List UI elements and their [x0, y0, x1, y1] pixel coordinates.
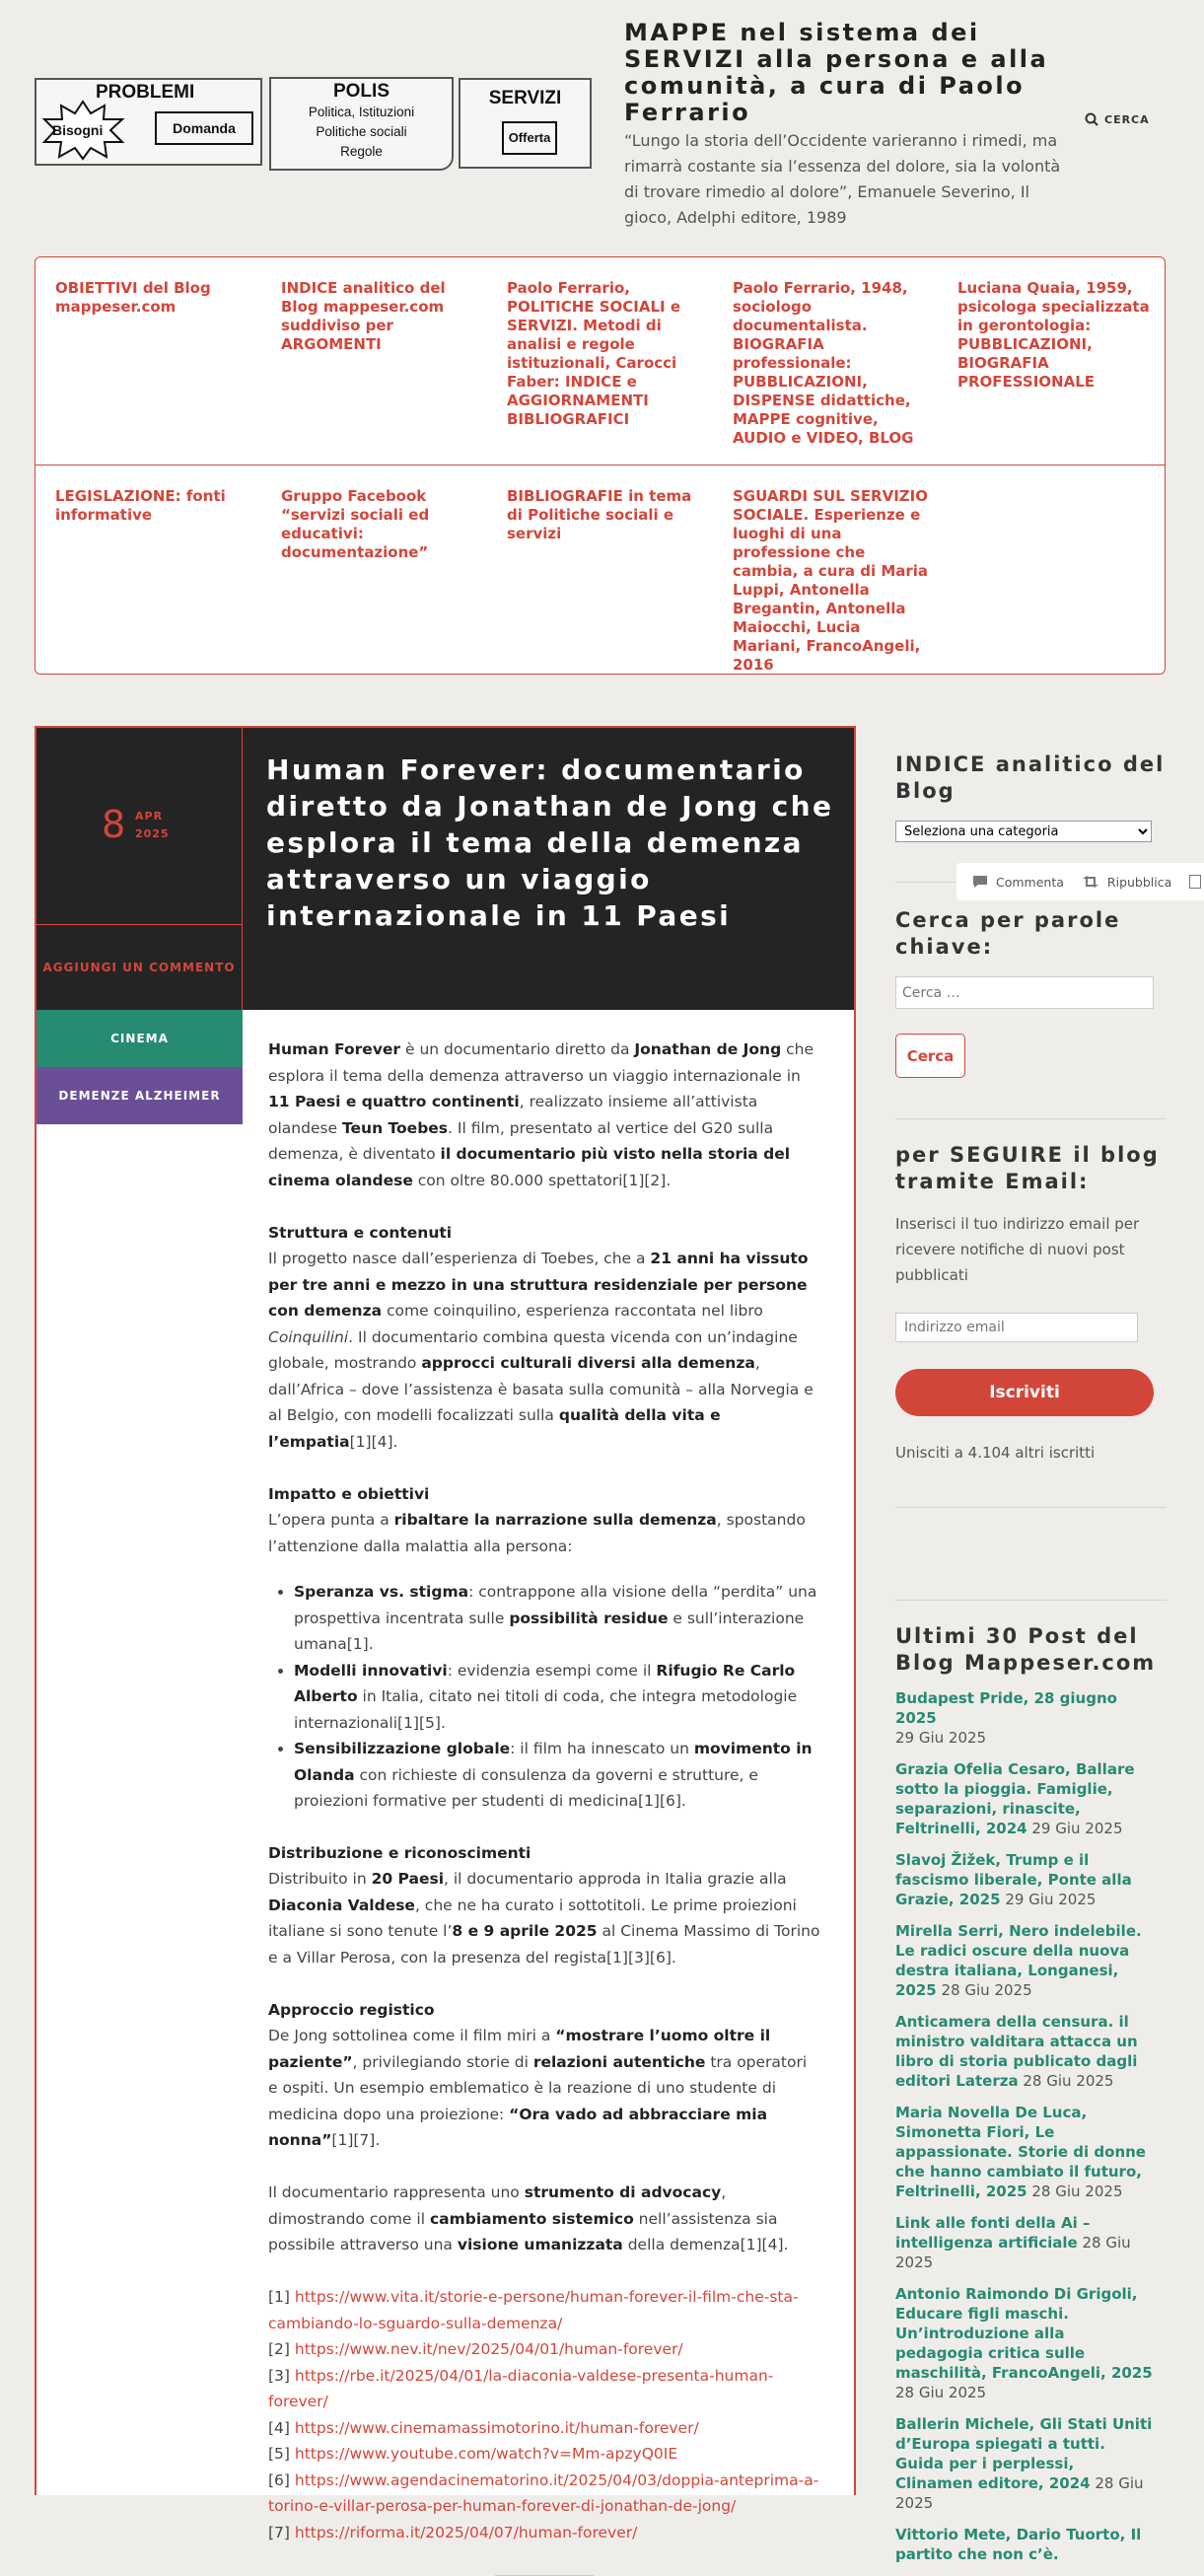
menu-item-indice[interactable]: INDICE analitico del Blog mappeser.com suddiviso per ARGOMENTI	[281, 279, 446, 353]
search-icon	[1085, 112, 1098, 126]
menu-item-politiche-sociali[interactable]: Paolo Ferrario, POLITICHE SOCIALI e SERVIZI. Metodi di analisi e regole istituzionali, Carocci Faber: INDICE e AGGIORNAMENTI BIBLIOGRAFICI	[507, 279, 681, 428]
recent-post-link[interactable]: Antonio Raimondo Di Grigoli, Educare figli maschi. Un’introduzione alla pedagogia critica sulle maschilità, FrancoAngeli, 2025	[895, 2285, 1153, 2382]
recent-post: Antonio Raimondo Di Grigoli, Educare figli maschi. Un’introduzione alla pedagogia critica sulle maschilità, FrancoAngeli, 2025 28 Giu 2025	[895, 2285, 1153, 2401]
logo-domanda-label: Domanda	[173, 120, 236, 136]
reblog-button-label: Ripubblica	[1106, 874, 1172, 890]
recent-post-link[interactable]: Grazia Ofelia Cesaro, Ballare sotto la pioggia. Famiglie, separazioni, rinascite, Feltrinelli, 2024	[895, 1760, 1135, 1837]
list-item: • Modelli innovativi: evidenzia esempi come il Rifugio Re Carlo Alberto in Italia, citato nei titoli di coda, che integra metodologie internazionali[1][5].	[294, 1658, 820, 1737]
subscriber-count: Unisciti a 4.104 altri iscritti	[895, 1444, 1096, 1462]
post-date-month: APR	[135, 810, 164, 823]
post-article	[35, 726, 856, 2541]
logo-offerta-box	[502, 121, 557, 155]
recent-post-link[interactable]: Mirella Serri, Nero indelebile. Le radici oscure della nuova destra italiana, Longanesi, 2025	[895, 1922, 1142, 1999]
menu-row	[35, 465, 1165, 676]
reference-link[interactable]: https://www.vita.it/storie-e-persone/human-forever-il-film-che-sta-cambiando-lo-sguardo-sulla-demenza/	[268, 2288, 799, 2332]
reference-link[interactable]: https://riforma.it/2025/04/07/human-forever/	[294, 2523, 638, 2541]
post-header	[36, 728, 854, 1010]
category-select[interactable]	[895, 821, 1152, 842]
section-heading: Struttura e contenuti	[268, 1223, 453, 1242]
recent-post-link[interactable]: Vittorio Mete, Dario Tuorto, Il partito che non c’è.	[895, 2526, 1142, 2563]
logo-polis-label: POLIS	[332, 81, 390, 102]
reference-link[interactable]: https://rbe.it/2025/04/01/la-diaconia-valdese-presenta-human-forever/	[268, 2366, 774, 2410]
widget-divider	[895, 1507, 1167, 1508]
reference-item: [6] https://www.agendacinematorino.it/2025/04/03/doppia-anteprima-a-torino-e-villar-perosa-per-human-forever-di-jonathan-de-jong/	[268, 2470, 819, 2515]
recent-post: Maria Novella De Luca, Simonetta Fiori, Le appassionate. Storie di donne che hanno cambiato il futuro, Feltrinelli, 2025 28 Giu 2025	[895, 2104, 1146, 2200]
section-heading: Impatto e obiettivi	[268, 1484, 430, 1503]
post-content	[268, 1037, 820, 2576]
search-toggle-label: CERCA	[1104, 112, 1150, 126]
post-meta	[36, 728, 243, 1010]
list-item: • Speranza vs. stigma: contrappone alla visione della “perdita” una prospettiva incentrata sulle possibilità residue e sull’interazione umana[1].	[294, 1579, 820, 1658]
reference-item: [3] https://rbe.it/2025/04/01/la-diaconia-valdese-presenta-human-forever/	[268, 2366, 774, 2410]
reference-link[interactable]: https://www.cinemamassimotorino.it/human-forever/	[294, 2418, 699, 2437]
list-item: • Sensibilizzazione globale: il film ha innescato un movimento in Olanda con richieste di consulenza da governi e strutture, e proiezioni formative per studenti di medicina[1][6].	[294, 1736, 820, 1815]
widget-title-search: Cerca per parole chiave:	[895, 908, 1121, 959]
recent-post-link[interactable]: Maria Novella De Luca, Simonetta Fiori, Le appassionate. Storie di donne che hanno cambiato il futuro, Feltrinelli, 2025	[895, 2104, 1146, 2200]
recent-post-link[interactable]: Ballerin Michele, Gli Stati Uniti d’Europa spiegati a tutti. Guida per i perplessi, Clinamen editore, 2024	[895, 2415, 1153, 2492]
recent-post: Ballerin Michele, Gli Stati Uniti d’Europa spiegati a tutti. Guida per i perplessi, Clinamen editore, 2024 28 Giu 2025	[895, 2415, 1153, 2512]
paragraph: Distribuzione e riconoscimenti Distribuito in 20 Paesi, il documentario approda in Italia grazie alla Diaconia Valdese, che ne ha curato i sottotitoli. Le prime proiezioni italiane si sono tenute l’8 e 9 aprile 2025 al Cinema Massimo di Torino e a Villar Perosa, con la presenza del regista[1][3][6].	[268, 1840, 820, 1971]
post-date-day: 8	[102, 803, 126, 846]
section-heading: Distribuzione e riconoscimenti	[268, 1843, 531, 1862]
bullet-list	[294, 1579, 820, 1815]
widget-title-indice: INDICE analitico del Blog	[895, 752, 1166, 803]
menu-item-bibliografie[interactable]: BIBLIOGRAFIE in tema di Politiche sociali e servizi	[507, 487, 692, 542]
logo-servizi-label: SERVIZI	[488, 88, 562, 108]
recent-post	[895, 2525, 1154, 2564]
recent-post: Link alle fonti della Ai – intelligenza artificiale 28 Giu 2025	[895, 2214, 1131, 2271]
follow-description: Inserisci il tuo indirizzo email per ricevere notifiche di nuovi post pubblicati	[895, 1215, 1140, 1284]
reference-link[interactable]: https://www.nev.it/nev/2025/04/01/human-forever/	[294, 2340, 683, 2358]
recent-post: Mirella Serri, Nero indelebile. Le radici oscure della nuova destra italiana, Longanesi, 2025 28 Giu 2025	[895, 1922, 1142, 1999]
site-description: “Lungo la storia dell’Occidente varieranno i rimedi, ma rimarrà costante sia l’essenza del dolore, sia la volontà di trovare rimedio al dolore”, Emanuele Severino, Il gioco, Adelphi editore, 1989	[624, 131, 1061, 227]
logo-problemi-box	[35, 78, 262, 166]
menu-item-gruppo-facebook[interactable]: Gruppo Facebook “servizi sociali ed educativi: documentazione”	[281, 487, 430, 561]
widget-divider	[895, 1600, 1167, 1601]
widget-divider	[895, 1118, 1167, 1119]
reference-item: [1] https://www.vita.it/storie-e-persone/human-forever-il-film-che-sta-cambiando-lo-sguardo-sulla-demenza/	[268, 2288, 799, 2332]
widget-title-recent-posts: Ultimi 30 Post del Blog Mappeser.com	[895, 1624, 1157, 1675]
logo-polis-line3: Regole	[340, 144, 383, 159]
reference-link[interactable]: https://www.agendacinematorino.it/2025/04/03/doppia-anteprima-a-torino-e-villar-perosa-per-human-forever-di-jonathan-de-jong/	[268, 2470, 819, 2515]
recent-post-link[interactable]: Link alle fonti della Ai – intelligenza artificiale	[895, 2214, 1091, 2252]
recent-posts-list	[895, 1688, 1154, 2576]
recent-post: Grazia Ofelia Cesaro, Ballare sotto la pioggia. Famiglie, separazioni, rinascite, Feltrinelli, 2024 29 Giu 2025	[895, 1760, 1135, 1837]
action-bar	[956, 863, 1204, 900]
logo-offerta-label: Offerta	[508, 130, 551, 145]
logo-servizi-box	[459, 78, 592, 169]
menu-item-biografia-ferrario[interactable]: Paolo Ferrario, 1948, sociologo documentalista. BIOGRAFIA professionale: PUBBLICAZIONI, DISPENSE didattiche, MAPPE cognitive, AUDIO e VIDEO, BLOG	[733, 279, 914, 447]
logo-bisogni-label: Bisogni	[52, 122, 104, 138]
section-heading: Approccio registico	[268, 2000, 435, 2019]
search-toggle[interactable]	[1085, 112, 1150, 126]
category-tag-cinema[interactable]: CINEMA	[36, 1010, 243, 1067]
menu-item-legislazione[interactable]: LEGISLAZIONE: fonti informative	[55, 487, 226, 524]
post-title: Human Forever: documentario diretto da Jonathan de Jong che esplora il tema della demenza attraverso un viaggio internazionale in 11 Paesi	[266, 753, 834, 932]
email-input[interactable]	[895, 1313, 1138, 1342]
site-logo[interactable]	[35, 77, 592, 190]
reference-link[interactable]: https://www.youtube.com/watch?v=Mm-apzyQ0IE	[294, 2445, 678, 2463]
subscribe-button[interactable]: Iscriviti	[895, 1369, 1154, 1416]
recent-post: Budapest Pride, 28 giugno 2025 29 Giu 2025	[895, 1689, 1117, 1747]
category-tag-demenze-alzheimer[interactable]: DEMENZE ALZHEIMER	[36, 1067, 243, 1124]
logo-problemi-label: PROBLEMI	[96, 82, 195, 103]
paragraph: Il documentario rappresenta uno strumento di advocacy, dimostrando come il cambiamento sistemico nell’assistenza sia possibile attraverso una visione umanizzata della demenza[1][4].	[268, 2183, 789, 2254]
recent-post-link[interactable]: Slavoj Žižek, Trump e il fascismo liberale, Ponte alla Grazie, 2025	[895, 1851, 1132, 1908]
logo-polis-line1: Politica, Istituzioni	[308, 105, 415, 119]
paragraph: Approccio registico De Jong sottolinea come il film miri a “mostrare l’uomo oltre il paziente”, privilegiando storie di relazioni autentiche tra operatori e ospiti. Un esempio emblematico è la reazione di uno studente di medicina dopo una proiezione: “Ora vado ad abbracciare mia nonna”[1][7].	[268, 1997, 820, 2154]
logo-polis-line2: Politiche sociali	[316, 124, 407, 139]
paragraph: Impatto e obiettivi L’opera punta a ribaltare la narrazione sulla demenza, spostando l’attenzione dalla malattia alla persona:	[268, 1481, 820, 1560]
reference-item: [7] https://riforma.it/2025/04/07/human-forever/	[268, 2523, 638, 2541]
post-date[interactable]	[36, 728, 242, 925]
paragraph: Struttura e contenuti Il progetto nasce dall’esperienza di Toebes, che a 21 anni ha vissuto per tre anni e mezzo in una struttura residenziale per persone con demenza come coinquilino, esperienza raccontata nel libro Coinquilini. Il documentario combina questa vicenda con un’indagine globale, mostrando approcci culturali diversi alla demenza, dall’Africa – dove l’assistenza è basata sulla comunità – alla Norvegia e al Belgio, con modelli focalizzati sulla qualità della vita e l’empatia[1][4].	[268, 1220, 820, 1456]
menu-row	[35, 257, 1165, 465]
comment-icon	[972, 875, 988, 889]
search-input[interactable]	[895, 976, 1154, 1009]
recent-post: Slavoj Žižek, Trump e il fascismo liberale, Ponte alla Grazie, 2025 29 Giu 2025	[895, 1851, 1132, 1908]
comment-button[interactable]	[972, 875, 1064, 890]
site-header	[35, 18, 1169, 237]
menu-item-obiettivi[interactable]: OBIETTIVI del Blog mappeser.com	[55, 279, 211, 316]
reference-item: [4] https://www.cinemamassimotorino.it/human-forever/	[268, 2418, 699, 2437]
comment-button-label: Commenta	[996, 874, 1064, 890]
menu-item-luciana-quaia[interactable]: Luciana Quaia, 1959, psicologa specializzata in gerontologia: PUBBLICAZIONI, BIOGRAFIA PROFESSIONALE	[957, 279, 1150, 391]
reference-item: [2] https://www.nev.it/nev/2025/04/01/human-forever/	[268, 2340, 683, 2358]
references	[268, 2284, 820, 2545]
logo-domanda-box	[155, 111, 253, 145]
logo-polis-box	[269, 77, 454, 171]
widget-title-follow: per SEGUIRE il blog tramite Email:	[895, 1143, 1160, 1193]
recent-post: Anticamera della censura. il ministro valditara attacca un libro di storia publicato dagli editori Laterza 28 Giu 2025	[895, 2013, 1138, 2090]
menu-item-sguardi[interactable]: SGUARDI SUL SERVIZIO SOCIALE. Esperienze e luoghi di una professione che cambia, a cura di Maria Luppi, Antonella Bregantin, Antonella Maiocchi, Lucia Mariani, FrancoAngeli, 2016	[733, 487, 929, 674]
search-button[interactable]: Cerca	[895, 1034, 965, 1078]
recent-post-link[interactable]: Budapest Pride, 28 giugno 2025	[895, 1689, 1117, 1727]
reblog-icon	[1082, 875, 1099, 889]
site-title[interactable]: MAPPE nel sistema dei SERVIZI alla persona e alla comunità, a cura di Paolo Ferrario	[624, 19, 1049, 126]
main-menu	[35, 256, 1166, 675]
reblog-button[interactable]	[1082, 875, 1171, 890]
recent-post-link[interactable]: Anticamera della censura. il ministro valditara attacca un libro di storia publicato dagli editori Laterza	[895, 2013, 1138, 2090]
add-comment-link[interactable]: AGGIUNGI UN COMMENTO	[42, 961, 236, 974]
reference-item: [5] https://www.youtube.com/watch?v=Mm-apzyQ0IE	[268, 2445, 678, 2463]
more-icon[interactable]	[1189, 875, 1201, 889]
paragraph: Human Forever è un documentario diretto da Jonathan de Jong che esplora il tema della demenza attraverso un viaggio internazionale in 11 Paesi e quattro continenti, realizzato insieme all’attivista olandese Teun Toebes. Il film, presentato al vertice del G20 sulla demenza, è diventato il documentario più visto nella storia del cinema olandese con oltre 80.000 spettatori[1][2].	[268, 1040, 814, 1189]
post-date-year: 2025	[135, 827, 170, 840]
